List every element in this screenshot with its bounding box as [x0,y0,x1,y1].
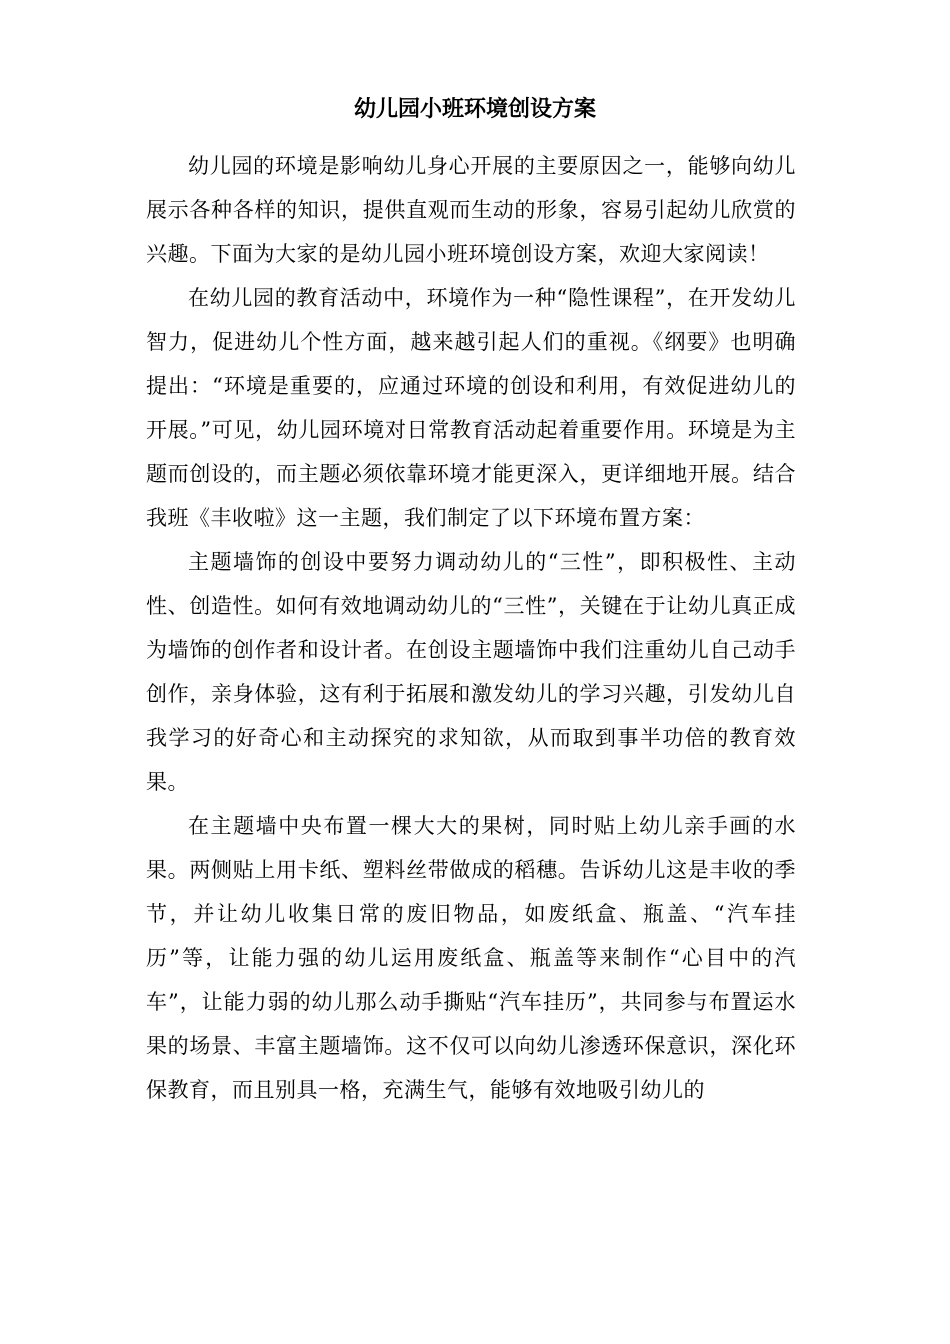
document-title: 幼儿园小班环境创设方案 [353,96,596,122]
paragraph-environment-role: 在幼儿园的教育活动中，环境作为一种“隐性课程”，在开发幼儿智力，促进幼儿个性方面，越来越引起人们的重视。《纲要》也明确提出：“环境是重要的，应通过环境的创设和利用，有效促进幼儿的开展。”可见，幼儿园环境对日常教育活动起着重要作用。环境是为主题而创设的，而主题必须依靠环境才能更深入，更详细地开展。结合我班《丰收啦》这一主题，我们制定了以下环境布置方案： [146,286,796,530]
document-body [146,144,796,1112]
paragraph-intro: 幼儿园的环境是影响幼儿身心开展的主要原因之一，能够向幼儿展示各种各样的知识，提供直观而生动的形象，容易引起幼儿欣赏的兴趣。下面为大家的是幼儿园小班环境创设方案，欢迎大家阅读！ [146,154,796,266]
paragraph-wall-decoration: 主题墙饰的创设中要努力调动幼儿的“三性”，即积极性、主动性、创造性。如何有效地调动幼儿的“三性”，关键在于让幼儿真正成为墙饰的创作者和设计者。在创设主题墙饰中我们注重幼儿自己动手创作，亲身体验，这有利于拓展和激发幼儿的学习兴趣，引发幼儿自我学习的好奇心和主动探究的求知欲，从而取到事半功倍的教育效果。 [146,550,796,794]
paragraph-theme-wall-layout: 在主题墙中央布置一棵大大的果树，同时贴上幼儿亲手画的水果。两侧贴上用卡纸、塑料丝带做成的稻穗。告诉幼儿这是丰收的季节，并让幼儿收集日常的废旧物品，如废纸盒、瓶盖、“汽车挂历”等，让能力强的幼儿运用废纸盒、瓶盖等来制作“心目中的汽车”，让能力弱的幼儿那么动手撕贴“汽车挂历”，共同参与布置运水果的场景、丰富主题墙饰。这不仅可以向幼儿渗透环保意识，深化环保教育，而且别具一格，充满生气，能够有效地吸引幼儿的 [146,814,796,1102]
